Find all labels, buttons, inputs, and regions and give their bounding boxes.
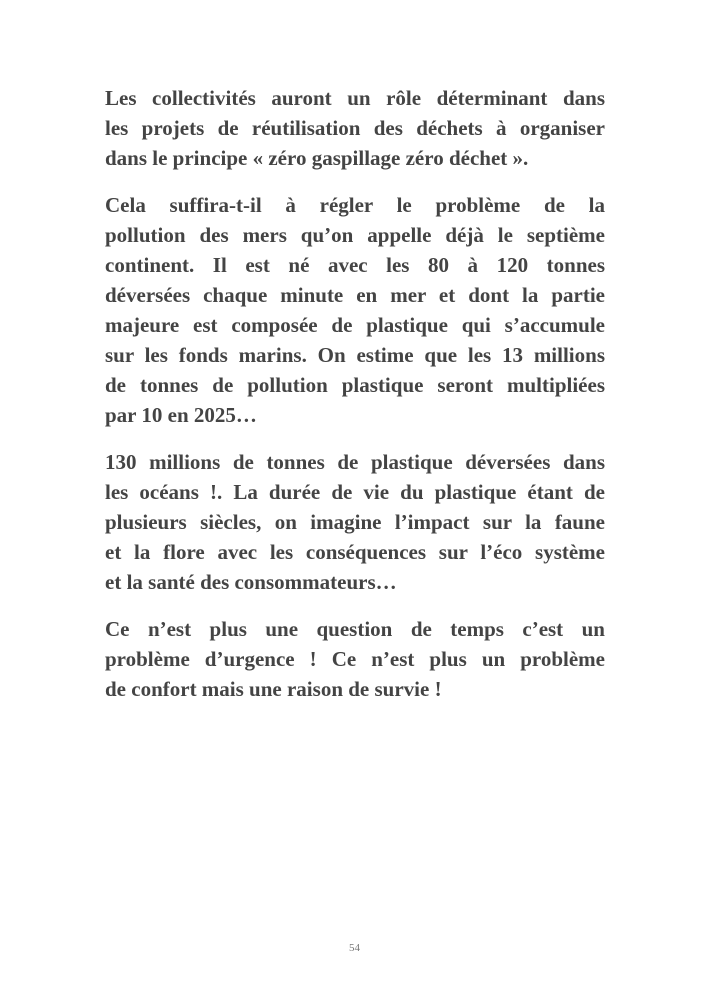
text-line: Cela suffira-t-il à régler le problème de la: [105, 193, 605, 217]
text-line: et la flore avec les conséquences sur l’éco système: [105, 540, 605, 564]
text-line: par 10 en 2025…: [105, 403, 257, 427]
text-line: et la santé des consommateurs…: [105, 570, 397, 594]
text-line: les océans !. La durée de vie du plastique étant de: [105, 480, 605, 504]
text-line: problème d’urgence ! Ce n’est plus un problème: [105, 647, 605, 671]
text-line: dans le principe « zéro gaspillage zéro déchet ».: [105, 146, 529, 170]
paragraph-2: [105, 190, 605, 430]
paragraph-4: [105, 614, 605, 704]
text-line: de confort mais une raison de survie !: [105, 677, 442, 701]
text-line: 130 millions de tonnes de plastique déversées dans: [105, 450, 605, 474]
body-text: [105, 83, 605, 721]
text-line: Ce n’est plus une question de temps c’est un: [105, 617, 605, 641]
paragraph-1: [105, 83, 605, 173]
text-line: plusieurs siècles, on imagine l’impact sur la faune: [105, 510, 605, 534]
text-line: majeure est composée de plastique qui s’accumule: [105, 313, 605, 337]
text-line: sur les fonds marins. On estime que les 13 millions: [105, 343, 605, 367]
text-line: déversées chaque minute en mer et dont la partie: [105, 283, 605, 307]
text-line: Les collectivités auront un rôle déterminant dans: [105, 86, 605, 110]
text-line: continent. Il est né avec les 80 à 120 tonnes: [105, 253, 605, 277]
text-line: pollution des mers qu’on appelle déjà le septième: [105, 223, 605, 247]
page-number: 54: [349, 942, 360, 954]
paragraph-3: [105, 447, 605, 597]
text-line: de tonnes de pollution plastique seront multipliées: [105, 373, 605, 397]
text-line: les projets de réutilisation des déchets à organiser: [105, 116, 605, 140]
